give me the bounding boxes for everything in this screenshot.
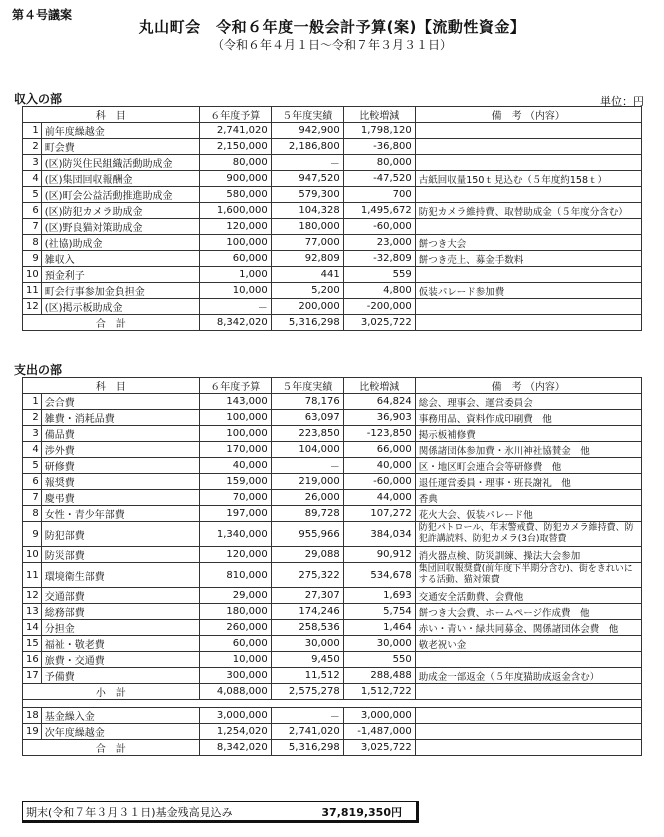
table-row: [23, 267, 642, 283]
row-number: 13: [23, 604, 42, 620]
row-budget: 60,000: [199, 636, 271, 652]
expense-total-row: [23, 740, 642, 756]
row-note: [415, 155, 641, 171]
row-diff: -200,000: [343, 299, 415, 315]
row-budget: 120,000: [199, 547, 271, 563]
row-item: 総務部費: [41, 604, 199, 620]
row-diff: -123,850: [343, 426, 415, 442]
row-diff: 40,000: [343, 458, 415, 474]
row-diff: -60,000: [343, 219, 415, 235]
total-diff: 3,025,722: [343, 315, 415, 331]
row-number: 7: [23, 219, 42, 235]
row-note: 集団回収報奨費(前年度下半期分含む)、街をきれいにする活動、猫対策費: [415, 563, 641, 588]
row-item: (区)町会公益活動推進助成金: [41, 187, 199, 203]
row-item: 会合費: [41, 394, 199, 410]
row-budget: 143,000: [199, 394, 271, 410]
row-item: 環境衛生部費: [41, 563, 199, 588]
row-budget: 159,000: [199, 474, 271, 490]
row-item: (区)野良猫対策助成金: [41, 219, 199, 235]
row-budget: 810,000: [199, 563, 271, 588]
row-item: 渉外費: [41, 442, 199, 458]
row-diff: 288,488: [343, 668, 415, 684]
table-row: [23, 155, 642, 171]
row-number: 10: [23, 267, 42, 283]
table-row: [23, 636, 642, 652]
row-number: 2: [23, 410, 42, 426]
row-item: 報奨費: [41, 474, 199, 490]
row-number: 15: [23, 636, 42, 652]
total-diff: 3,025,722: [343, 740, 415, 756]
document-title: 丸山町会 令和６年度一般会計予算(案)【流動性資金】: [138, 18, 526, 36]
fund-balance-box: [22, 801, 419, 823]
table-row: [23, 442, 642, 458]
row-budget: 2,741,020: [199, 123, 271, 139]
row-diff: 3,000,000: [343, 708, 415, 724]
row-number: 3: [23, 426, 42, 442]
row-actual: 104,000: [271, 442, 343, 458]
table-row: [23, 251, 642, 267]
row-diff: 1,693: [343, 588, 415, 604]
table-row: [23, 547, 642, 563]
row-note: [415, 187, 641, 203]
document-period: （令和６年４月１日～令和７年３月３１日）: [211, 38, 452, 52]
header-actual: ５年度実績: [271, 107, 343, 123]
row-actual: 955,966: [271, 522, 343, 547]
row-budget: 40,000: [199, 458, 271, 474]
subtotal-diff: 1,512,722: [343, 684, 415, 700]
row-actual: 200,000: [271, 299, 343, 315]
row-item: 基金繰入金: [41, 708, 199, 724]
row-diff: 90,912: [343, 547, 415, 563]
row-number: 4: [23, 442, 42, 458]
table-row: [23, 724, 642, 740]
row-actual: 11,512: [271, 668, 343, 684]
row-number: 11: [23, 563, 42, 588]
table-row: [23, 299, 642, 315]
row-budget: 900,000: [199, 171, 271, 187]
row-actual: 223,850: [271, 426, 343, 442]
row-item: (区)防災住民組織活動助成金: [41, 155, 199, 171]
row-diff: 1,798,120: [343, 123, 415, 139]
row-item: 町会費: [41, 139, 199, 155]
row-note: 防犯パトロール、年末警戒費、防犯カメラ維持費、防犯詐講読料、防犯カメラ(3台)取替費: [415, 522, 641, 547]
spacer-cell: [23, 700, 642, 708]
row-budget: 197,000: [199, 506, 271, 522]
row-note: 事務用品、資料作成印刷費 他: [415, 410, 641, 426]
expense-table: [22, 377, 642, 756]
row-note: [415, 708, 641, 724]
row-diff: 66,000: [343, 442, 415, 458]
row-actual: 2,741,020: [271, 724, 343, 740]
row-diff: -32,809: [343, 251, 415, 267]
row-diff: 107,272: [343, 506, 415, 522]
income-header-row: [23, 107, 642, 123]
row-budget: 1,340,000: [199, 522, 271, 547]
row-item: 交通部費: [41, 588, 199, 604]
row-actual: －: [271, 155, 343, 171]
row-actual: 26,000: [271, 490, 343, 506]
row-item: 旅費・交通費: [41, 652, 199, 668]
row-actual: 27,307: [271, 588, 343, 604]
row-note: 敬老祝い金: [415, 636, 641, 652]
row-item: (区)集団回収報酬金: [41, 171, 199, 187]
row-note: [415, 267, 641, 283]
row-note: 総会、理事会、運営委員会: [415, 394, 641, 410]
row-diff: -36,800: [343, 139, 415, 155]
row-diff: 534,678: [343, 563, 415, 588]
row-actual: 258,536: [271, 620, 343, 636]
row-item: 預金利子: [41, 267, 199, 283]
row-number: 6: [23, 474, 42, 490]
row-actual: 180,000: [271, 219, 343, 235]
row-item: 雑費・消耗品費: [41, 410, 199, 426]
row-budget: 3,000,000: [199, 708, 271, 724]
total-label: 合 計: [23, 740, 200, 756]
row-number: 9: [23, 251, 42, 267]
row-item: 慶弔費: [41, 490, 199, 506]
table-row: [23, 522, 642, 547]
row-note: 餅つき売上、募金手数料: [415, 251, 641, 267]
row-item: 前年度繰越金: [41, 123, 199, 139]
row-item: 予備費: [41, 668, 199, 684]
row-note: [415, 139, 641, 155]
row-budget: 80,000: [199, 155, 271, 171]
row-budget: 100,000: [199, 426, 271, 442]
row-diff: 36,903: [343, 410, 415, 426]
row-actual: 942,900: [271, 123, 343, 139]
row-diff: 5,754: [343, 604, 415, 620]
row-note: 区・地区町会連合会等研修費 他: [415, 458, 641, 474]
row-diff: -47,520: [343, 171, 415, 187]
row-budget: 1,254,020: [199, 724, 271, 740]
row-diff: 384,034: [343, 522, 415, 547]
row-note: 古紙回収量150ｔ見込む（５年度約158ｔ）: [415, 171, 641, 187]
row-number: 2: [23, 139, 42, 155]
row-actual: 89,728: [271, 506, 343, 522]
row-number: 5: [23, 458, 42, 474]
row-budget: 260,000: [199, 620, 271, 636]
row-number: 16: [23, 652, 42, 668]
table-row: [23, 410, 642, 426]
row-actual: 5,200: [271, 283, 343, 299]
row-number: 18: [23, 708, 42, 724]
row-item: 分担金: [41, 620, 199, 636]
row-note: 香典: [415, 490, 641, 506]
table-row: [23, 563, 642, 588]
subtotal-budget: 4,088,000: [199, 684, 271, 700]
row-item: (区)防犯カメラ助成金: [41, 203, 199, 219]
total-note: [415, 740, 641, 756]
row-item: 町会行事参加金負担金: [41, 283, 199, 299]
row-item: 防犯部費: [41, 522, 199, 547]
row-item: 防災部費: [41, 547, 199, 563]
spacer-row: [23, 700, 642, 708]
row-budget: －: [199, 299, 271, 315]
row-note: [415, 299, 641, 315]
table-row: [23, 490, 642, 506]
row-number: 6: [23, 203, 42, 219]
row-note: 餅つき大会費、ホームページ作成費 他: [415, 604, 641, 620]
row-number: 7: [23, 490, 42, 506]
row-actual: 219,000: [271, 474, 343, 490]
total-budget: 8,342,020: [199, 740, 271, 756]
subtotal-label: 小 計: [23, 684, 200, 700]
row-diff: 44,000: [343, 490, 415, 506]
table-row: [23, 235, 642, 251]
income-table: [22, 106, 642, 331]
table-row: [23, 604, 642, 620]
row-budget: 100,000: [199, 235, 271, 251]
row-number: 4: [23, 171, 42, 187]
row-item: 女性・青少年部費: [41, 506, 199, 522]
row-note: 関係諸団体参加費・氷川神社協賛金 他: [415, 442, 641, 458]
row-budget: 70,000: [199, 490, 271, 506]
header-actual: ５年度実績: [271, 378, 343, 394]
row-note: [415, 652, 641, 668]
row-budget: 10,000: [199, 283, 271, 299]
unit-label: 単位：円: [600, 95, 644, 108]
row-item: 福祉・敬老費: [41, 636, 199, 652]
row-note: 防犯カメラ維持費、取替助成金（５年度分含む）: [415, 203, 641, 219]
row-actual: 579,300: [271, 187, 343, 203]
row-budget: 60,000: [199, 251, 271, 267]
row-actual: 2,186,800: [271, 139, 343, 155]
row-budget: 580,000: [199, 187, 271, 203]
row-item: 雑収入: [41, 251, 199, 267]
row-note: [415, 123, 641, 139]
header-budget: ６年度予算: [199, 107, 271, 123]
total-actual: 5,316,298: [271, 315, 343, 331]
row-actual: 104,328: [271, 203, 343, 219]
header-budget: ６年度予算: [199, 378, 271, 394]
expense-header-row: [23, 378, 642, 394]
row-actual: 441: [271, 267, 343, 283]
fund-balance-label: 期末(令和７年３月３１日)基金残高見込み: [26, 806, 233, 819]
row-note: 交通安全活動費、会費他: [415, 588, 641, 604]
table-row: [23, 123, 642, 139]
table-row: [23, 426, 642, 442]
table-row: [23, 283, 642, 299]
row-actual: 30,000: [271, 636, 343, 652]
row-budget: 180,000: [199, 604, 271, 620]
row-note: 助成金一部返金（５年度猫助成返金含む）: [415, 668, 641, 684]
header-item: 科 目: [23, 107, 200, 123]
row-note: 餅つき大会: [415, 235, 641, 251]
row-item: 研修費: [41, 458, 199, 474]
row-actual: 77,000: [271, 235, 343, 251]
row-budget: 29,000: [199, 588, 271, 604]
row-budget: 120,000: [199, 219, 271, 235]
table-row: [23, 652, 642, 668]
row-number: 9: [23, 522, 42, 547]
header-note: 備 考 （内容）: [415, 107, 641, 123]
table-row: [23, 708, 642, 724]
table-row: [23, 203, 642, 219]
row-budget: 2,150,000: [199, 139, 271, 155]
row-note: 花火大会、仮装パレード他: [415, 506, 641, 522]
row-number: 11: [23, 283, 42, 299]
row-note: 仮装パレード参加費: [415, 283, 641, 299]
income-section-title: 収入の部: [14, 92, 63, 106]
row-number: 14: [23, 620, 42, 636]
row-actual: 947,520: [271, 171, 343, 187]
row-actual: －: [271, 458, 343, 474]
row-note: 消火器点検、防災訓練、操法大会参加: [415, 547, 641, 563]
row-actual: 63,097: [271, 410, 343, 426]
total-note: [415, 315, 641, 331]
row-item: (社協)助成金: [41, 235, 199, 251]
total-label: 合 計: [23, 315, 200, 331]
table-row: [23, 668, 642, 684]
row-actual: －: [271, 708, 343, 724]
row-budget: 10,000: [199, 652, 271, 668]
row-number: 19: [23, 724, 42, 740]
table-row: [23, 620, 642, 636]
subtotal-actual: 2,575,278: [271, 684, 343, 700]
row-item: 備品費: [41, 426, 199, 442]
row-number: 12: [23, 299, 42, 315]
row-budget: 1,600,000: [199, 203, 271, 219]
header-diff: 比較増減: [343, 378, 415, 394]
row-item: (区)掲示板助成金: [41, 299, 199, 315]
table-row: [23, 139, 642, 155]
row-note: [415, 219, 641, 235]
table-row: [23, 506, 642, 522]
row-diff: 700: [343, 187, 415, 203]
expense-section-title: 支出の部: [14, 363, 63, 377]
row-note: [415, 724, 641, 740]
table-row: [23, 458, 642, 474]
row-diff: 23,000: [343, 235, 415, 251]
row-number: 10: [23, 547, 42, 563]
row-diff: 4,800: [343, 283, 415, 299]
row-note: 退任運営委員・理事・班長謝礼 他: [415, 474, 641, 490]
row-number: 12: [23, 588, 42, 604]
row-item: 次年度繰越金: [41, 724, 199, 740]
header-item: 科 目: [23, 378, 200, 394]
row-budget: 300,000: [199, 668, 271, 684]
row-actual: 174,246: [271, 604, 343, 620]
row-actual: 275,322: [271, 563, 343, 588]
row-diff: 80,000: [343, 155, 415, 171]
row-actual: 92,809: [271, 251, 343, 267]
table-row: [23, 474, 642, 490]
document-number: 第４号議案: [12, 8, 73, 22]
expense-subtotal-row: [23, 684, 642, 700]
row-diff: -60,000: [343, 474, 415, 490]
row-budget: 170,000: [199, 442, 271, 458]
row-note: 掲示板補修費: [415, 426, 641, 442]
row-actual: 78,176: [271, 394, 343, 410]
row-diff: -1,487,000: [343, 724, 415, 740]
row-number: 8: [23, 506, 42, 522]
row-actual: 9,450: [271, 652, 343, 668]
header-diff: 比較増減: [343, 107, 415, 123]
total-actual: 5,316,298: [271, 740, 343, 756]
row-diff: 64,824: [343, 394, 415, 410]
row-number: 1: [23, 123, 42, 139]
row-number: 17: [23, 668, 42, 684]
income-total-row: [23, 315, 642, 331]
subtotal-note: [415, 684, 641, 700]
row-number: 8: [23, 235, 42, 251]
row-number: 3: [23, 155, 42, 171]
fund-balance-value: 37,819,350円: [321, 806, 402, 819]
row-diff: 559: [343, 267, 415, 283]
table-row: [23, 187, 642, 203]
row-diff: 1,464: [343, 620, 415, 636]
table-row: [23, 394, 642, 410]
row-actual: 29,088: [271, 547, 343, 563]
total-budget: 8,342,020: [199, 315, 271, 331]
row-diff: 1,495,672: [343, 203, 415, 219]
row-diff: 550: [343, 652, 415, 668]
row-number: 1: [23, 394, 42, 410]
header-note: 備 考 （内容）: [415, 378, 641, 394]
row-note: 赤い・青い・緑共同募金、関係諸団体会費 他: [415, 620, 641, 636]
row-budget: 1,000: [199, 267, 271, 283]
table-row: [23, 171, 642, 187]
row-diff: 30,000: [343, 636, 415, 652]
table-row: [23, 588, 642, 604]
row-number: 5: [23, 187, 42, 203]
row-budget: 100,000: [199, 410, 271, 426]
table-row: [23, 219, 642, 235]
